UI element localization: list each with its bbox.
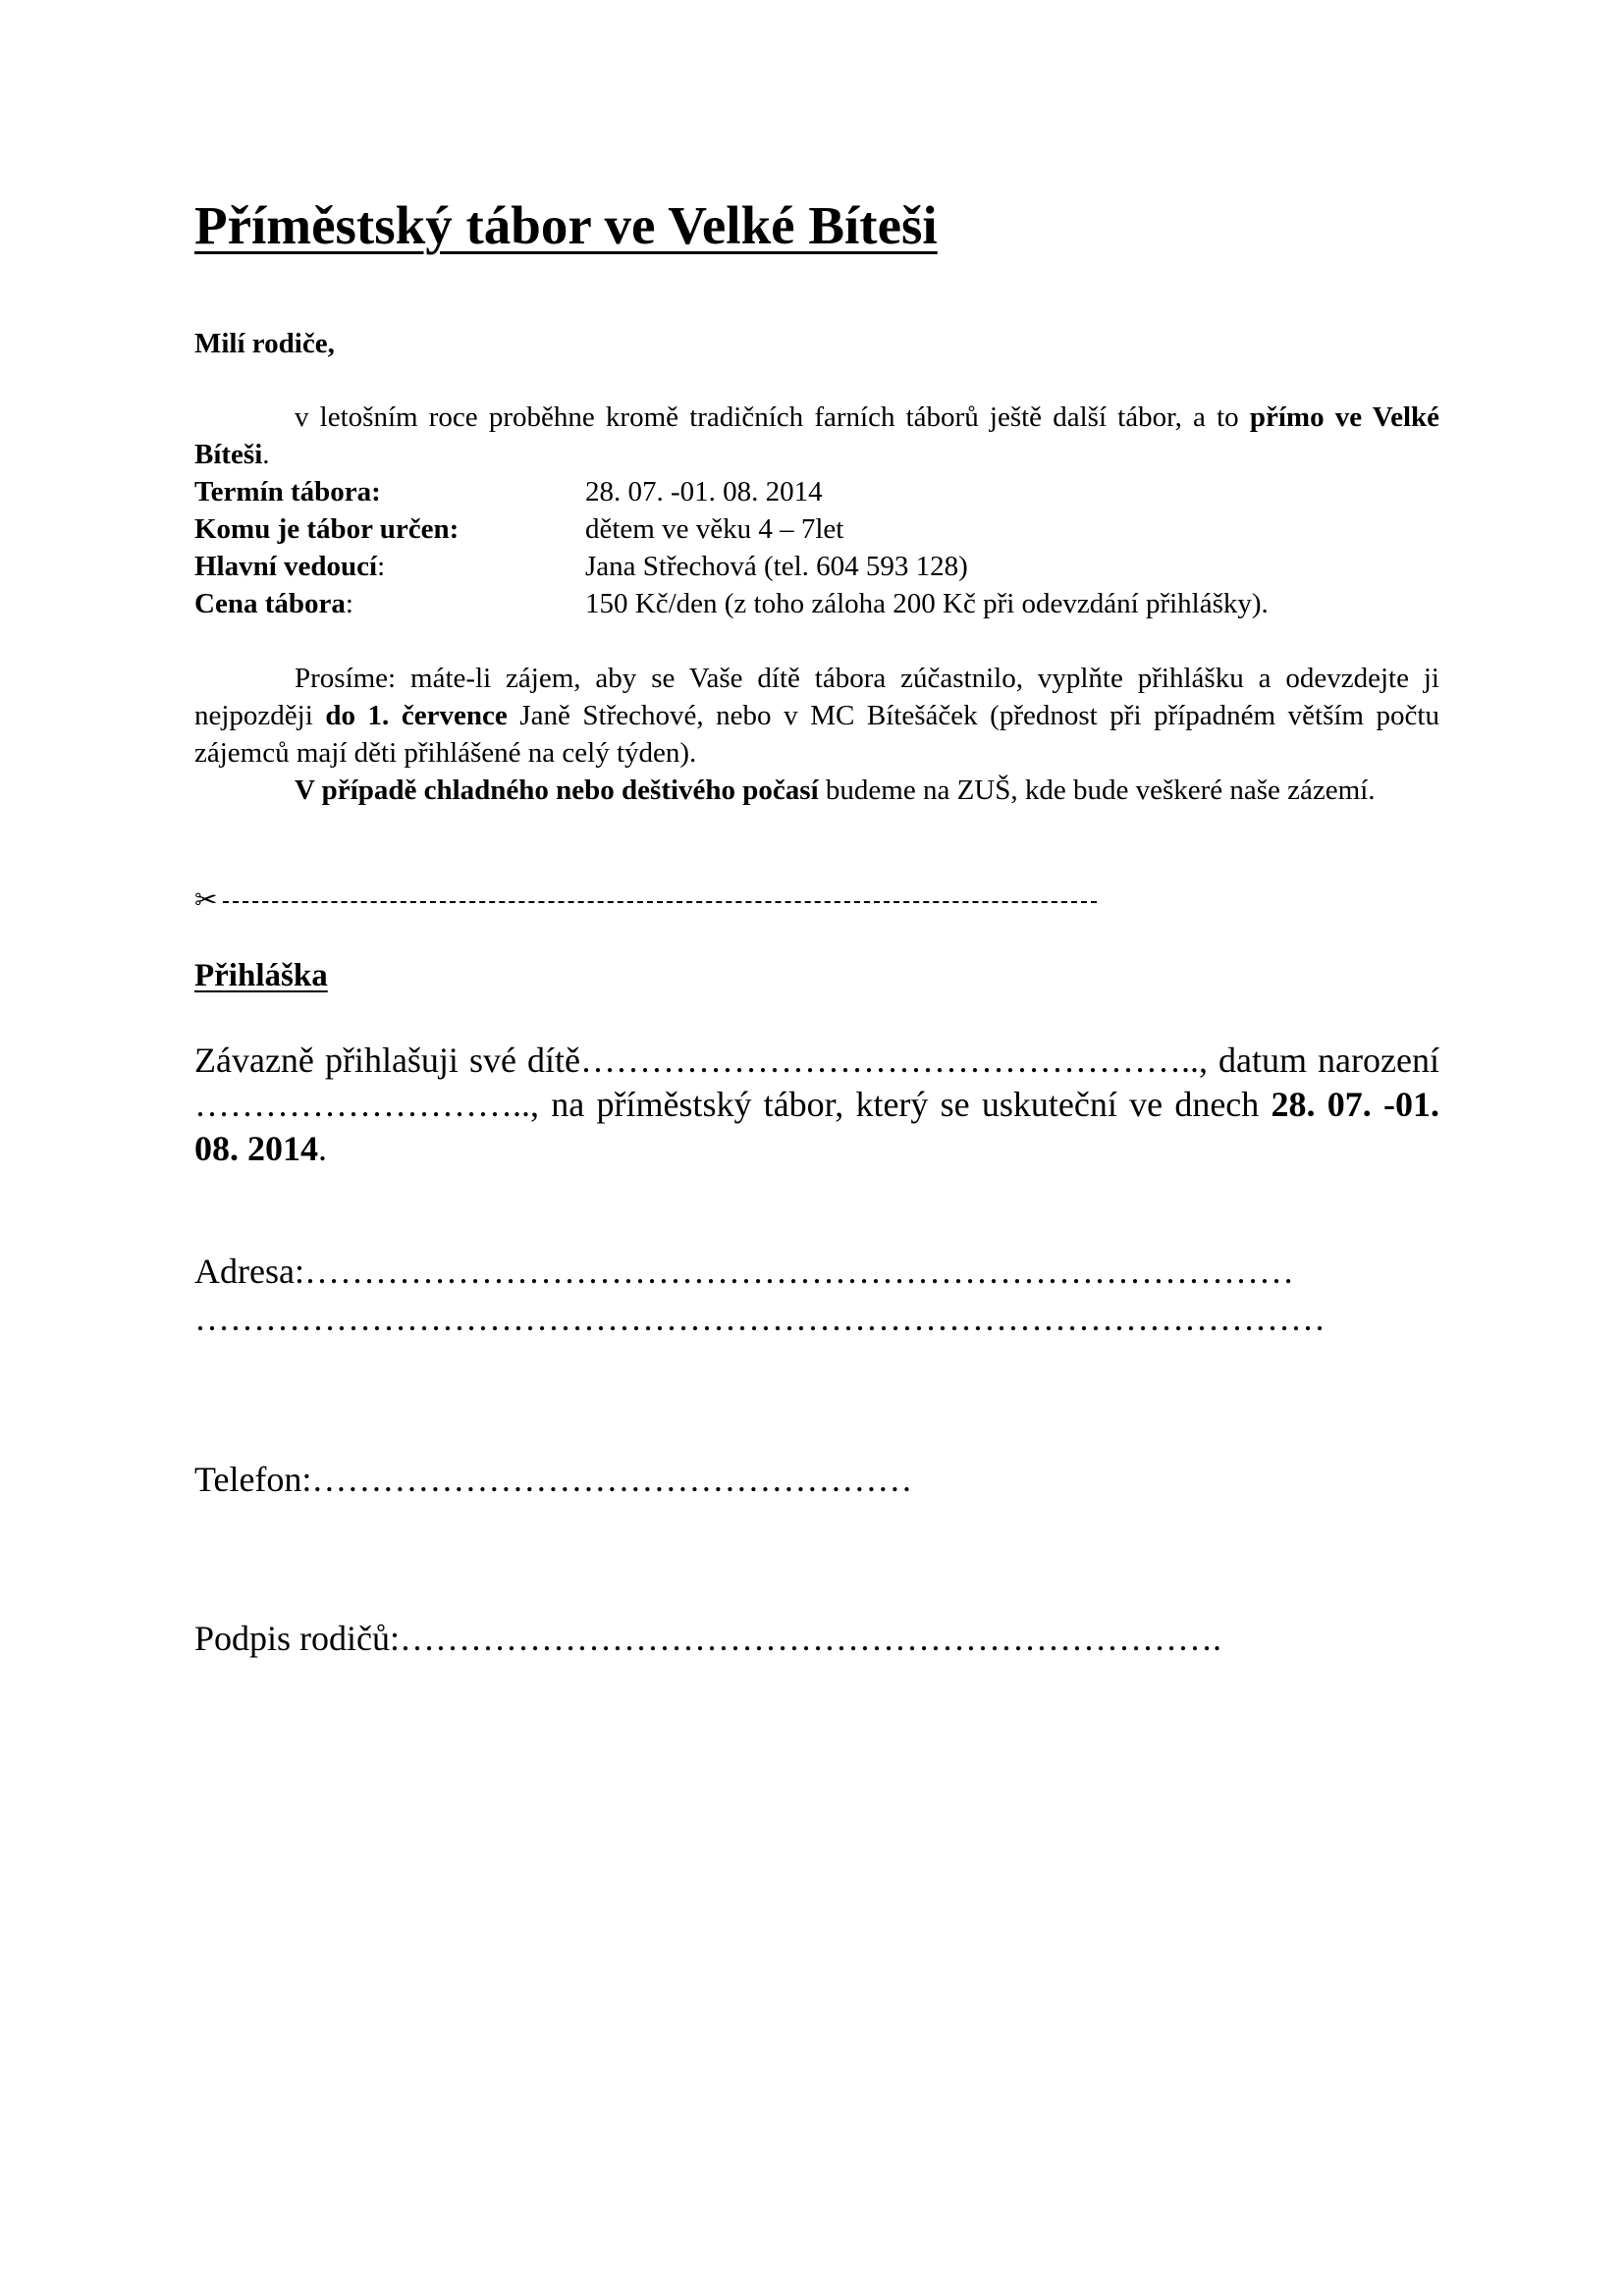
info-value: 28. 07. -01. 08. 2014 (585, 476, 823, 507)
form-dates: 28. 07. -01. 08. 2014 (194, 1085, 1439, 1168)
intro-bold: přímo ve Velké Bíteši (194, 401, 1440, 470)
form-title: Přihláška (194, 958, 328, 993)
camp-info (194, 473, 1269, 622)
info-value: Jana Střechová (tel. 604 593 128) (585, 551, 968, 582)
intro-paragraph (194, 399, 1439, 473)
intro-text: v letošním roce proběhne kromě tradičních farních táborů ještě další tábor, a to (295, 401, 1250, 433)
weather-paragraph: V případě chladného nebo deštivého počasí budeme na ZUŠ, kde bude veškeré naše zázemí. (295, 774, 1376, 806)
registration-statement: Závazně přihlašuji své dítě…………………………………………….., datum narození ……………………….., na příměstský tábor, který se uskuteční ve dnech 28. 07. -01. 08. 2014. (194, 1041, 1439, 1168)
info-label: Termín tábora: (194, 476, 381, 507)
scissors-icon: ✂ (194, 883, 218, 916)
intro-end: . (262, 439, 270, 470)
info-row-price: Cena tábora: 150 Kč/den (z toho záloha 200 Kč při odevzdání přihlášky). (194, 585, 1269, 622)
deadline: do 1. července (325, 700, 508, 731)
info-row-audience (194, 510, 1269, 548)
info-row-leader: Hlavní vedoucí: Jana Střechová (tel. 604 593 128) (194, 548, 1269, 585)
address-field: Adresa:………………………………………………………………………… (194, 1252, 1294, 1291)
address-field-continued: …………………………………………………………………………………… (194, 1299, 1326, 1338)
request-paragraph: Prosíme: máte-li zájem, aby se Vaše dítě tábora zúčastnilo, vyplňte přihlášku a odevzdejte ji nejpozději do 1. července Janě Střechové, nebo v MC Bítešáček (přednost při případném větším počtu zájemců mají děti přihlášené na celý týden). (194, 663, 1439, 769)
info-label: Komu je tábor určen: (194, 513, 460, 545)
signature-field: Podpis rodičů:……………………………………………………………. (194, 1619, 1222, 1658)
info-label: Cena tábora (194, 588, 346, 619)
info-label: Hlavní vedoucí (194, 551, 378, 582)
dashed-divider (223, 901, 1097, 903)
greeting: Milí rodiče, (194, 328, 335, 359)
cut-line (194, 883, 1097, 916)
page-title: Příměstský tábor ve Velké Bíteši (194, 195, 938, 255)
info-row-term (194, 473, 1269, 510)
info-value: 150 Kč/den (z toho záloha 200 Kč při odevzdání přihlášky). (585, 588, 1269, 619)
info-value: dětem ve věku 4 – 7let (585, 513, 844, 545)
phone-field: Telefon:…………………………………………… (194, 1460, 913, 1499)
